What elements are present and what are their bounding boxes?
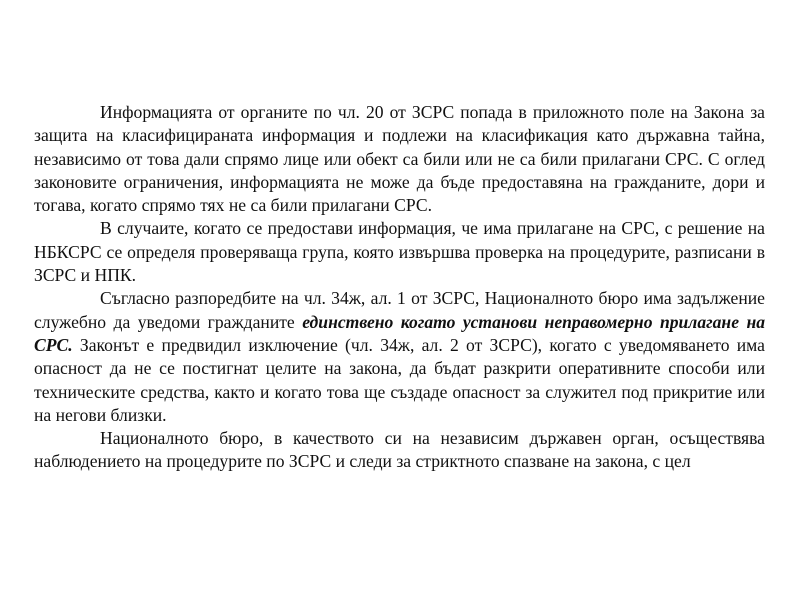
document-page xyxy=(34,101,765,474)
paragraph-national-bureau: Националното бюро, в качеството си на независим държавен орган, осъществява наблюдението на процедурите по ЗСРС и следи за стриктното спазване на закона, с цел xyxy=(34,428,765,472)
paragraph-classified-info: Информацията от органите по чл. 20 от ЗСРС попада в приложното поле на Закона за защита на класифицираната информация и подлежи на класификация като държавна тайна, независимо от това дали спрямо лице или обект са били или не са били прилагани СРС. С оглед законовите ограничения, информацията не може да бъде предоставяна на гражданите, дори и тогава, когато спрямо тях не са били прилагани СРС. xyxy=(34,102,765,216)
paragraph-notification-duty xyxy=(34,287,765,427)
notification-emphasis: единствено когато установи неправомерно прилагане на СРС. xyxy=(34,311,766,355)
notification-text-after: Законът е предвидил изключение (чл. 34ж, ал. 2 от ЗСРС), когато с уведомяването има опасност да не се постигнат целите на закона, да бъдат разкрити оперативните способи или техническите средства, както и когато това ще създаде опасност за служител под прикритие или на негови близки. xyxy=(34,334,765,425)
paragraph-verification-group: В случаите, когато се предостави информация, че има прилагане на СРС, с решение на НБКСРС се определя проверяваща група, която извършва проверка на процедурите, разписани в ЗСРС и НПК. xyxy=(34,218,765,286)
notification-text-before: Съгласно разпоредбите на чл. 34ж, ал. 1 от ЗСРС, Националното бюро има задължение служебно да уведоми гражданите xyxy=(34,288,765,332)
